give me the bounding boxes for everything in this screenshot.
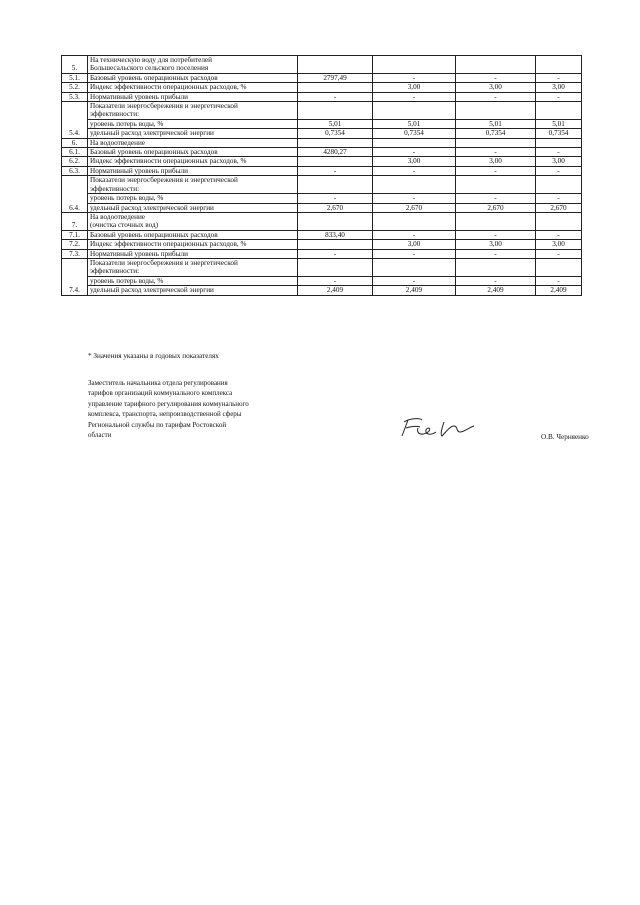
value-cell: 833,40	[298, 230, 373, 239]
row-label-line: эффективности:	[90, 184, 140, 193]
row-label-line: Показатели энергосбережения и энергетической	[90, 102, 238, 111]
footnote: * Значения указаны в годовых показателях	[88, 352, 219, 360]
value-cell: 5,01	[536, 119, 582, 128]
row-label	[88, 102, 298, 120]
row-number: 7.3.	[62, 249, 88, 258]
row-label-line: Базовый уровень операционных расходов	[90, 148, 218, 157]
value-cell	[536, 138, 582, 147]
value-cell: 3,00	[373, 157, 456, 166]
row-number: 5.4.	[62, 102, 88, 139]
value-cell	[298, 83, 373, 92]
value-cell: -	[456, 230, 536, 239]
row-number: 5.	[62, 56, 88, 74]
signer-line: Заместитель начальника отдела регулирования	[88, 379, 228, 387]
table-row	[62, 166, 582, 175]
row-label	[88, 157, 298, 166]
signer-line: тарифов организаций коммунального комплекса	[88, 389, 233, 398]
value-cell: 2,670	[298, 203, 373, 212]
signer-name: О.В. Черняенко	[541, 433, 589, 441]
value-cell: -	[456, 148, 536, 157]
value-cell	[456, 56, 536, 74]
value-cell: 2,409	[536, 286, 582, 295]
row-label-line: На водоотведение	[90, 138, 145, 147]
table-row	[62, 212, 582, 230]
row-number: 7.2.	[62, 240, 88, 249]
value-cell	[373, 138, 456, 147]
value-cell	[373, 212, 456, 230]
row-label	[88, 212, 298, 230]
value-cell: -	[373, 148, 456, 157]
value-cell	[456, 212, 536, 230]
value-cell: -	[298, 166, 373, 175]
row-label-line: Нормативный уровень прибыли	[90, 166, 188, 175]
row-label	[88, 176, 298, 194]
value-cell: 3,00	[536, 83, 582, 92]
value-cell: 3,00	[373, 240, 456, 249]
value-cell	[298, 157, 373, 166]
value-cell-empty	[298, 102, 373, 120]
table-subrow	[62, 119, 582, 128]
row-label-line: Нормативный уровень прибыли	[90, 249, 188, 258]
value-cell: 0,7354	[298, 129, 373, 138]
row-number: 6.1.	[62, 148, 88, 157]
row-label-line: На водоотведение	[90, 212, 145, 221]
value-cell-empty	[298, 176, 373, 194]
value-cell: 2,409	[456, 286, 536, 295]
table-subrow	[62, 203, 582, 212]
table-row	[62, 157, 582, 166]
row-label-line: На техническую воду для потребителей	[90, 56, 212, 64]
table-row	[62, 240, 582, 249]
value-cell-empty	[373, 176, 456, 194]
value-cell: -	[536, 73, 582, 82]
value-cell-empty	[373, 102, 456, 120]
value-cell-empty	[456, 102, 536, 120]
row-number: 5.2.	[62, 83, 88, 92]
value-cell: -	[456, 276, 536, 285]
row-label-line: Индекс эффективности операционных расходов, %	[90, 83, 247, 92]
row-label-line: Базовый уровень операционных расходов	[90, 230, 218, 239]
row-number: 6.	[62, 138, 88, 147]
row-label	[88, 249, 298, 258]
value-cell: 4280,27	[298, 148, 373, 157]
table-row	[62, 56, 582, 74]
value-cell	[298, 240, 373, 249]
row-label-line: Базовый уровень операционных расходов	[90, 73, 218, 82]
value-cell: -	[373, 230, 456, 239]
signer-title	[88, 378, 313, 440]
value-cell-empty	[536, 176, 582, 194]
tariff-table	[61, 55, 582, 296]
row-label	[88, 83, 298, 92]
value-cell: -	[373, 92, 456, 101]
value-cell: -	[456, 73, 536, 82]
row-number: 7.4.	[62, 258, 88, 295]
table-row	[62, 73, 582, 82]
row-number: 6.3.	[62, 166, 88, 175]
row-label	[88, 148, 298, 157]
signer-line: комплекса, транспорта, непроизводственной сферы	[88, 410, 242, 419]
table-row	[62, 92, 582, 101]
row-label-line: Индекс эффективности операционных расходов, %	[90, 240, 247, 249]
value-cell-empty	[456, 258, 536, 276]
row-label	[88, 230, 298, 239]
value-cell: -	[373, 249, 456, 258]
value-cell: -	[456, 166, 536, 175]
value-cell	[456, 138, 536, 147]
subrow-label: уровень потерь воды, %	[88, 119, 298, 128]
value-cell: 5,01	[456, 119, 536, 128]
value-cell: 2,409	[373, 286, 456, 295]
value-cell: -	[298, 276, 373, 285]
subrow-label: удельный расход электрической энергии	[88, 129, 298, 138]
row-label-line: Показатели энергосбережения и энергетической	[90, 176, 238, 185]
row-label-line: Показатели энергосбережения и энергетической	[90, 258, 238, 267]
value-cell: -	[536, 92, 582, 101]
handwritten-signature	[398, 414, 478, 440]
row-label	[88, 92, 298, 101]
value-cell: 3,00	[536, 157, 582, 166]
value-cell: -	[456, 249, 536, 258]
row-label-line: Большесальского сельского поселения	[90, 64, 209, 73]
value-cell: 0,7354	[373, 129, 456, 138]
value-cell-empty	[456, 176, 536, 194]
value-cell-empty	[298, 258, 373, 276]
row-label-line: Индекс эффективности операционных расходов, %	[90, 157, 247, 166]
value-cell-empty	[536, 258, 582, 276]
value-cell: -	[298, 194, 373, 203]
row-label	[88, 166, 298, 175]
value-cell-empty	[536, 102, 582, 120]
value-cell: -	[373, 276, 456, 285]
value-cell: -	[298, 92, 373, 101]
row-label-line: эффективности:	[90, 110, 140, 119]
value-cell: -	[373, 73, 456, 82]
value-cell: 3,00	[456, 83, 536, 92]
signer-line: Региональной службы по тарифам Ростовской	[88, 420, 227, 429]
value-cell: -	[536, 194, 582, 203]
row-label	[88, 258, 298, 276]
row-number: 7.1.	[62, 230, 88, 239]
table-row	[62, 102, 582, 120]
value-cell: 2,670	[536, 203, 582, 212]
row-number: 7.	[62, 212, 88, 230]
table-row	[62, 148, 582, 157]
row-number: 5.1.	[62, 73, 88, 82]
signer-line: области	[88, 431, 112, 440]
subrow-label: уровень потерь воды, %	[88, 276, 298, 285]
row-label	[88, 240, 298, 249]
subrow-label: удельный расход электрической энергии	[88, 286, 298, 295]
value-cell: 5,01	[298, 119, 373, 128]
subrow-label: удельный расход электрической энергии	[88, 203, 298, 212]
value-cell: 2,670	[456, 203, 536, 212]
value-cell: 0,7354	[456, 129, 536, 138]
value-cell: 2,409	[298, 286, 373, 295]
table-row	[62, 83, 582, 92]
value-cell: -	[373, 194, 456, 203]
table-row	[62, 249, 582, 258]
table-row	[62, 138, 582, 147]
row-label-line: Нормативный уровень прибыли	[90, 92, 188, 101]
value-cell: -	[456, 194, 536, 203]
subrow-label: уровень потерь воды, %	[88, 194, 298, 203]
value-cell: -	[456, 92, 536, 101]
value-cell: -	[536, 166, 582, 175]
table-row	[62, 176, 582, 194]
table-row	[62, 258, 582, 276]
row-label	[88, 73, 298, 82]
value-cell	[536, 56, 582, 74]
value-cell: 3,00	[456, 157, 536, 166]
value-cell	[536, 212, 582, 230]
table-subrow	[62, 286, 582, 295]
value-cell	[298, 56, 373, 74]
value-cell: 3,00	[536, 240, 582, 249]
row-label	[88, 138, 298, 147]
value-cell	[298, 138, 373, 147]
value-cell	[298, 212, 373, 230]
value-cell: 2797,49	[298, 73, 373, 82]
table-row	[62, 230, 582, 239]
value-cell: -	[536, 276, 582, 285]
table-subrow	[62, 129, 582, 138]
value-cell: -	[536, 249, 582, 258]
value-cell: -	[536, 230, 582, 239]
row-label-line: (очистка сточных вод)	[90, 221, 159, 230]
row-label-line: эффективности:	[90, 267, 140, 276]
value-cell	[373, 56, 456, 74]
row-label	[88, 56, 298, 74]
table-subrow	[62, 194, 582, 203]
table-subrow	[62, 276, 582, 285]
value-cell: 3,00	[456, 240, 536, 249]
value-cell: -	[536, 148, 582, 157]
row-number: 5.3.	[62, 92, 88, 101]
row-number: 6.4.	[62, 176, 88, 213]
signer-line: управление тарифного регулирования коммунального	[88, 399, 249, 408]
value-cell: 5,01	[373, 119, 456, 128]
row-number: 6.2.	[62, 157, 88, 166]
value-cell: 2,670	[373, 203, 456, 212]
value-cell: 0,7354	[536, 129, 582, 138]
value-cell: 3,00	[373, 83, 456, 92]
value-cell: -	[373, 166, 456, 175]
value-cell: -	[298, 249, 373, 258]
value-cell-empty	[373, 258, 456, 276]
